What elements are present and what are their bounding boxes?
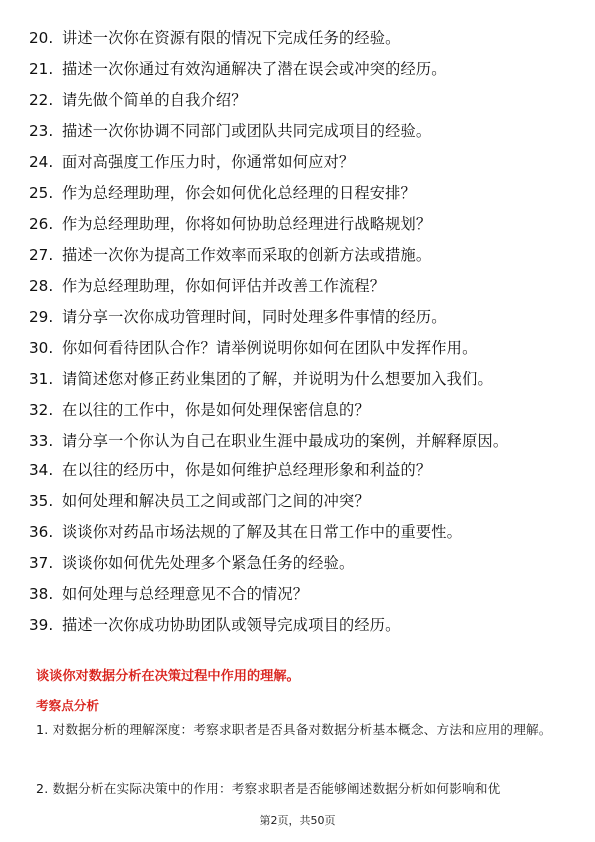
- question-text: 面对高强度工作压力时，你通常如何应对？: [62, 153, 355, 171]
- question-number: 35.: [29, 492, 54, 510]
- question-text: 如何处理与总经理意见不合的情况？: [62, 585, 309, 603]
- question-item: [29, 584, 569, 605]
- question-number: 29.: [29, 308, 54, 326]
- question-item: [29, 460, 569, 481]
- section-title: 考察点分析: [36, 698, 99, 713]
- question-item: [29, 553, 569, 574]
- question-item: [29, 152, 569, 173]
- question-item: [29, 615, 569, 636]
- question-number: 23.: [29, 122, 54, 140]
- question-text: 讲述一次你在资源有限的情况下完成任务的经验。: [62, 29, 401, 47]
- question-number: 27.: [29, 246, 54, 264]
- question-text: 描述一次你协调不同部门或团队共同完成项目的经验。: [62, 122, 432, 140]
- question-text: 描述一次你为提高工作效率而采取的创新方法或措施。: [62, 246, 432, 264]
- question-item: [29, 28, 569, 49]
- topic-heading: 谈谈你对数据分析在决策过程中作用的理解。: [36, 669, 300, 684]
- question-number: 22.: [29, 91, 54, 109]
- question-number: 26.: [29, 215, 54, 233]
- question-number: 32.: [29, 401, 54, 419]
- question-number: 24.: [29, 153, 54, 171]
- question-number: 38.: [29, 585, 54, 603]
- question-text: 谈谈你如何优先处理多个紧急任务的经验。: [62, 554, 355, 572]
- question-number: 25.: [29, 184, 54, 202]
- question-number: 21.: [29, 60, 54, 78]
- question-item: [29, 90, 569, 111]
- question-number: 20.: [29, 29, 54, 47]
- question-item: [29, 522, 569, 543]
- question-text: 请先做个简单的自我介绍？: [62, 91, 247, 109]
- question-item: [29, 400, 569, 421]
- analysis-point: 1. 对数据分析的理解深度：考察求职者是否具备对数据分析基本概念、方法和应用的理解。: [36, 722, 552, 737]
- question-text: 在以往的工作中，你是如何处理保密信息的？: [62, 401, 370, 419]
- question-number: 28.: [29, 277, 54, 295]
- question-text: 描述一次你通过有效沟通解决了潜在误会或冲突的经历。: [62, 60, 447, 78]
- question-text: 谈谈你对药品市场法规的了解及其在日常工作中的重要性。: [62, 523, 463, 541]
- question-item: [29, 338, 569, 359]
- question-number: 30.: [29, 339, 54, 357]
- question-text: 请分享一次你成功管理时间，同时处理多件事情的经历。: [62, 308, 447, 326]
- question-text: 请分享一个你认为自己在职业生涯中最成功的案例，并解释原因。: [62, 432, 509, 450]
- question-item: [29, 214, 569, 235]
- question-item: [29, 59, 569, 80]
- question-list: [29, 28, 569, 646]
- question-item: [29, 491, 569, 512]
- question-number: 37.: [29, 554, 54, 572]
- question-number: 34.: [29, 461, 54, 479]
- question-number: 31.: [29, 370, 54, 388]
- question-item: [29, 245, 569, 266]
- analysis-point: 2. 数据分析在实际决策中的作用：考察求职者是否能够阐述数据分析如何影响和优: [36, 781, 501, 796]
- question-text: 如何处理和解决员工之间或部门之间的冲突？: [62, 492, 370, 510]
- page-footer: 第2页，共50页: [259, 814, 336, 827]
- question-text: 作为总经理助理，你会如何优化总经理的日程安排？: [62, 184, 416, 202]
- question-number: 33.: [29, 432, 54, 450]
- question-item: [29, 121, 569, 142]
- question-text: 描述一次你成功协助团队或领导完成项目的经历。: [62, 616, 401, 634]
- question-text: 作为总经理助理，你如何评估并改善工作流程？: [62, 277, 386, 295]
- question-number: 36.: [29, 523, 54, 541]
- question-item: [29, 183, 569, 204]
- question-text: 你如何看待团队合作？请举例说明你如何在团队中发挥作用。: [62, 339, 478, 357]
- question-item: [29, 369, 569, 390]
- question-item: [29, 431, 569, 452]
- question-item: [29, 276, 569, 297]
- question-item: [29, 307, 569, 328]
- question-number: 39.: [29, 616, 54, 634]
- question-text: 作为总经理助理，你将如何协助总经理进行战略规划？: [62, 215, 432, 233]
- question-text: 在以往的经历中，你是如何维护总经理形象和利益的？: [62, 461, 432, 479]
- question-text: 请简述您对修正药业集团的了解，并说明为什么想要加入我们。: [62, 370, 493, 388]
